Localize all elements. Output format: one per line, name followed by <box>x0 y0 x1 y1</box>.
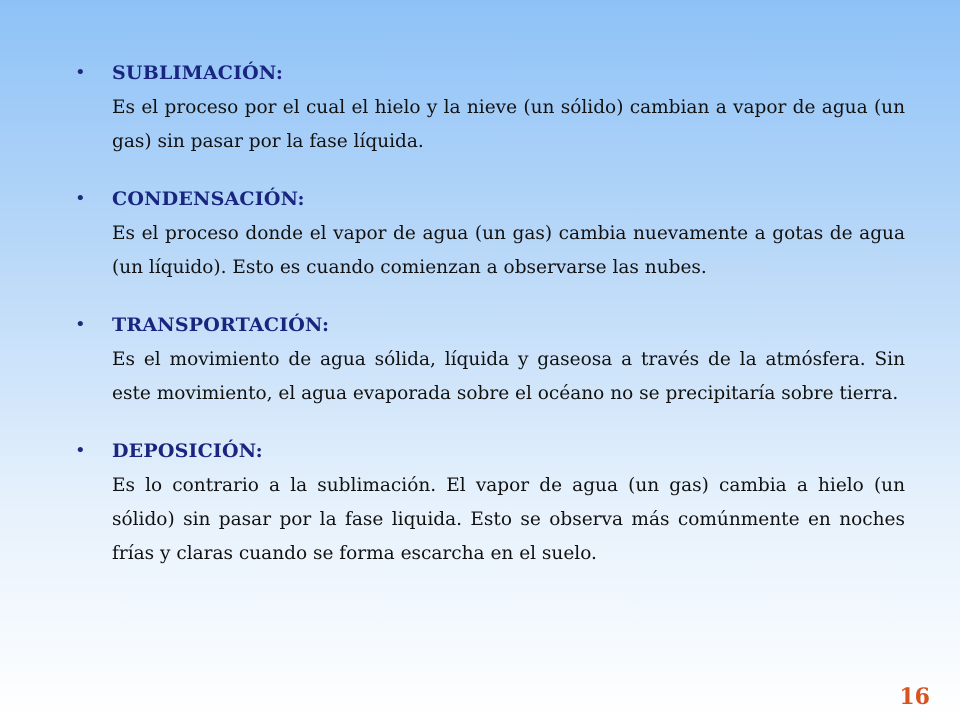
section-heading: CONDENSACIÓN: <box>112 188 305 210</box>
section-deposicion <box>75 433 905 571</box>
bullet-icon: • <box>75 188 86 209</box>
section-sublimacion <box>75 55 905 159</box>
section-text: Es el movimiento de agua sólida, líquida y gaseosa a través de la atmósfera. Sin este movimiento, el agua evaporada sobre el océano no se precipitaría sobre tierra. <box>112 349 905 404</box>
bullet-icon: • <box>75 314 86 335</box>
slide-content <box>75 55 905 593</box>
section-text: Es lo contrario a la sublimación. El vapor de agua (un gas) cambia a hielo (un sólido) sin pasar por la fase liquida. Esto se observa más comúnmente en noches frías y claras cuando se forma escarcha en el suelo. <box>112 475 905 564</box>
page-number: 16 <box>899 684 930 710</box>
bullet-icon: • <box>75 62 86 83</box>
section-heading: TRANSPORTACIÓN: <box>112 314 330 336</box>
section-transportacion <box>75 307 905 411</box>
bullet-icon: • <box>75 440 86 461</box>
section-condensacion <box>75 181 905 285</box>
section-heading: SUBLIMACIÓN: <box>112 62 284 84</box>
section-text: Es el proceso donde el vapor de agua (un gas) cambia nuevamente a gotas de agua (un líquido). Esto es cuando comienzan a observarse las nubes. <box>112 223 905 278</box>
section-text: Es el proceso por el cual el hielo y la nieve (un sólido) cambian a vapor de agua (un gas) sin pasar por la fase líquida. <box>112 97 905 152</box>
section-heading: DEPOSICIÓN: <box>112 440 263 462</box>
